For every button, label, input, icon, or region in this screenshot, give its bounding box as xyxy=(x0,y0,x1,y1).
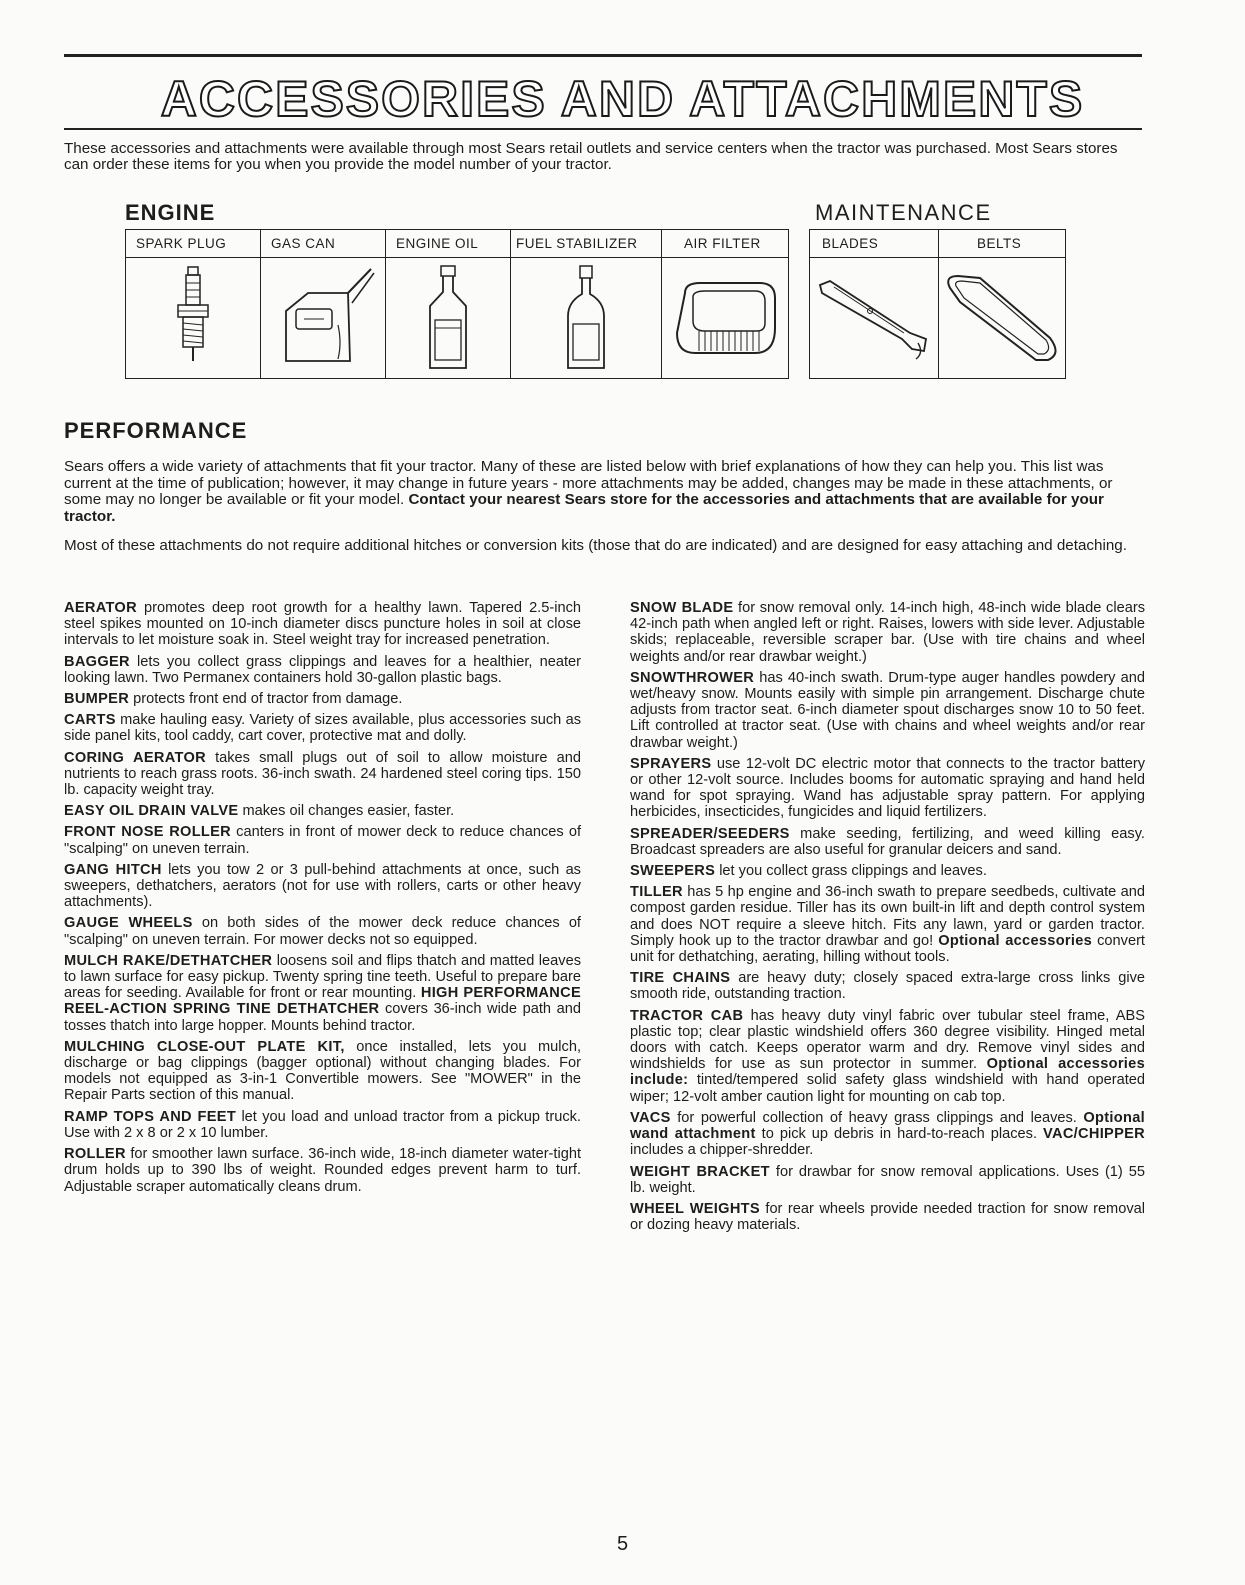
accessory-entry xyxy=(630,884,1145,965)
accessory-description: are heavy duty; closely spaced extra-large cross links give smooth ride, outstanding traction. xyxy=(630,970,1145,1003)
maintenance-table xyxy=(809,229,1066,379)
accessory-description: covers 36-inch wide path and tosses thatch into large hopper. Mounts behind tractor. xyxy=(64,1001,581,1034)
intro-paragraph: These accessories and attachments were available through most Sears retail outlets and service centers when the tractor was purchased. Most Sears stores can order these items for you when you provide the model number of your tractor. xyxy=(64,140,1118,173)
title-rule xyxy=(64,128,1142,130)
engine-table xyxy=(125,229,789,379)
accessory-entry xyxy=(64,1109,581,1141)
accessory-description: for smoother lawn surface. 36-inch wide, 18-inch diameter water-tight drum holds up to 390 lbs of weight. Rounded edges prevent harm to turf. Adjustable scraper automatically cleans drum. xyxy=(64,1146,581,1195)
accessory-description: use 12-volt DC electric motor that connects to the tractor battery or other 12-volt source. Includes booms for automatic spraying and hand held wand for spot spraying. Wand has adjustable spray pattern. For applying herbicides, insecticides, fungicides and liquid fertilizers. xyxy=(630,755,1146,821)
accessory-name: SPRAYERS xyxy=(630,755,712,772)
accessory-description: has 5 hp engine and 36-inch swath to prepare seedbeds, cultivate and compost garden residue. Tiller has its own built-in lift and depth control system and does NOT require a sleeve hitch. Fits any lawn, yard or garden tractor. Simply hook up to the tractor drawbar and go! xyxy=(630,884,1145,949)
accessory-entry xyxy=(64,654,581,686)
accessory-entry xyxy=(630,1164,1145,1196)
accessory-description: for snow removal only. 14-inch high, 48-inch wide blade clears 42-inch path when angled left or right. Raises, lowers with side lever. Adjustable skids; replaceable, reversible scraper bar. (Use with tire chains and wheel weights and/or rear drawbar weight.) xyxy=(630,600,1145,665)
accessory-name: EASY OIL DRAIN VALVE xyxy=(64,803,239,820)
accessory-entry xyxy=(64,915,581,947)
blade-icon xyxy=(810,258,939,379)
stabilizer-bottle-icon xyxy=(511,258,662,379)
accessory-description: protects front end of tractor from damage. xyxy=(133,691,403,708)
gas-can-icon xyxy=(261,258,386,379)
accessory-highlight: VAC/CHIPPER xyxy=(1043,1126,1145,1143)
accessory-entry xyxy=(630,756,1145,821)
accessory-description: canters in front of mower deck to reduce chances of "scalping" on uneven terrain. xyxy=(64,824,582,857)
spark-plug-icon xyxy=(126,258,261,379)
performance-text: Sears offers a wide variety of attachments that fit your tractor. Many of these are listed below with brief explanations of how they can help you. This list was current at the time of publication; however, it may change in future years - more attachments may be added, changes may be made in these attachments, or some may no longer be available or fit your model. xyxy=(64,458,1113,508)
accessory-name: BUMPER xyxy=(64,691,130,708)
belts-label: BELTS xyxy=(939,230,1066,258)
air-filter-label: AIR FILTER xyxy=(662,230,789,258)
accessory-description: convert unit for dethatching, aerating, hilling without tools. xyxy=(630,932,1145,966)
accessory-name: AERATOR xyxy=(64,600,137,616)
accessory-entry xyxy=(630,1201,1145,1233)
accessory-highlight: Optional accessories include: xyxy=(630,1056,1145,1089)
accessory-description: includes a chipper-shredder. xyxy=(630,1142,814,1159)
accessory-entry xyxy=(64,750,581,799)
accessory-name: TRACTOR CAB xyxy=(630,1007,744,1024)
left-column xyxy=(64,600,581,1200)
accessory-entry xyxy=(64,803,581,819)
accessory-description: make hauling easy. Variety of sizes available, plus accessories such as side panel kits, tool caddy, cart cover, protective mat and dolly. xyxy=(64,712,581,745)
accessory-name: MULCHING CLOSE-OUT PLATE KIT, xyxy=(64,1038,345,1055)
accessory-name: GAUGE WHEELS xyxy=(64,915,193,932)
accessory-description: loosens soil and flips thatch and matted leaves to lawn surface for easy pickup. Twenty spring tine teeth. Useful to prepare bare areas for seeding. Available for front or rear mounting. xyxy=(64,952,581,1002)
performance-note: Most of these attachments do not require additional hitches or conversion kits (those that do are indicated) and are designed for easy attaching and detaching. xyxy=(64,537,1127,554)
accessory-highlight: Optional wand attachment xyxy=(630,1109,1145,1143)
air-filter-icon xyxy=(662,258,789,379)
page-title: ACCESSORIES AND ATTACHMENTS xyxy=(160,71,1085,127)
accessory-entry xyxy=(64,953,581,1034)
accessory-name: MULCH RAKE/DETHATCHER xyxy=(64,952,273,969)
accessory-description: makes oil changes easier, faster. xyxy=(242,803,455,820)
top-rule xyxy=(64,54,1142,57)
accessory-entry xyxy=(64,824,581,856)
accessory-description: takes small plugs out of soil to allow moisture and nutrients to reach grass roots. 36-inch swath. 24 hardened steel coring tips. 150 lb. capacity weight tray. xyxy=(64,749,581,799)
engine-heading: ENGINE xyxy=(125,200,216,225)
accessory-entry xyxy=(630,826,1145,858)
accessory-name: GANG HITCH xyxy=(64,861,162,878)
accessory-entry xyxy=(630,1110,1145,1159)
accessory-description: make seeding, fertilizing, and weed killing easy. Broadcast spreaders are also useful for granular deicers and sand. xyxy=(630,825,1145,858)
accessory-entry xyxy=(630,600,1145,665)
accessory-name: SPREADER/SEEDERS xyxy=(630,825,790,842)
accessory-entry xyxy=(64,862,581,911)
accessory-name: TILLER xyxy=(630,884,683,901)
accessory-description: let you collect grass clippings and leaves. xyxy=(719,863,987,880)
accessory-entry xyxy=(630,863,1145,879)
accessory-name: RAMP TOPS AND FEET xyxy=(64,1108,237,1125)
engine-oil-label: ENGINE OIL xyxy=(386,230,511,258)
accessory-name: VACS xyxy=(630,1109,671,1126)
accessory-name: WEIGHT BRACKET xyxy=(630,1163,770,1180)
accessory-description: lets you collect grass clippings and leaves for a healthier, neater looking lawn. Two Permanex containers hold 30-gallon plastic bags. xyxy=(64,653,581,686)
accessory-description: once installed, lets you mulch, discharge or bag clippings (bagger optional) without changing blades. For models not equipped as 3-in-1 Convertible mowers. See "MOWER" in the Repair Parts section of this manual. xyxy=(64,1038,582,1104)
belt-icon xyxy=(939,258,1066,379)
spark-plug-label: SPARK PLUG xyxy=(126,230,261,258)
accessory-entry xyxy=(630,670,1145,751)
oil-bottle-icon xyxy=(386,258,511,379)
accessory-entry xyxy=(64,712,581,744)
performance-paragraph xyxy=(64,459,1144,525)
page-number: 5 xyxy=(616,1533,629,1555)
accessory-name: CARTS xyxy=(64,712,116,729)
accessory-description: let you load and unload tractor from a pickup truck. Use with 2 x 8 or 2 x 10 lumber. xyxy=(64,1108,581,1141)
accessory-name: ROLLER xyxy=(64,1146,126,1163)
performance-contact: Contact your nearest Sears store for the accessories and attachments that are available for your tractor. xyxy=(64,491,1104,525)
accessory-entry xyxy=(630,970,1145,1002)
blades-label: BLADES xyxy=(810,230,939,258)
accessory-description: tinted/tempered solid safety glass windshield with hand operated wiper; 12-volt amber caution light for mounting on cab top. xyxy=(630,1072,1146,1105)
accessory-name: CORING AERATOR xyxy=(64,749,206,766)
accessory-description: lets you tow 2 or 3 pull-behind attachments at once, such as sweepers, dethatchers, aerators (not for use with rollers, carts or other heavy attachments). xyxy=(64,861,581,911)
accessory-description: for powerful collection of heavy grass clippings and leaves. xyxy=(677,1109,1077,1126)
accessory-description: on both sides of the mower deck reduce chances of "scalping" on uneven terrain. For mower decks not so equipped. xyxy=(64,915,581,948)
accessory-name: SNOWTHROWER xyxy=(630,669,755,686)
accessory-highlight: Optional accessories xyxy=(938,932,1093,949)
accessory-description: to pick up debris in hard-to-reach places. xyxy=(761,1126,1038,1143)
accessory-name: WHEEL WEIGHTS xyxy=(630,1200,760,1217)
accessory-name: TIRE CHAINS xyxy=(630,970,731,987)
accessory-entry xyxy=(64,1039,581,1104)
gas-can-label: GAS CAN xyxy=(261,230,386,258)
accessory-description: promotes deep root growth for a healthy lawn. Tapered 2.5-inch steel spikes mounted on 10-inch diameter discs puncture holes in soil at close intervals to let moisture soak in. Steel weight tray for increased penetration. xyxy=(64,600,581,649)
fuel-stabilizer-label: FUEL STABILIZER xyxy=(511,230,662,258)
accessory-name: SNOW BLADE xyxy=(630,600,734,616)
accessory-entry xyxy=(64,691,581,707)
accessory-description: for drawbar for snow removal applications. Uses (1) 55 lb. weight. xyxy=(630,1163,1145,1196)
accessory-entry xyxy=(64,1146,581,1195)
accessory-name: SWEEPERS xyxy=(630,863,716,880)
accessory-entry xyxy=(64,600,581,649)
accessory-description: for rear wheels provide needed traction for snow removal or dozing heavy materials. xyxy=(630,1200,1145,1234)
maintenance-heading: MAINTENANCE xyxy=(815,200,992,225)
accessory-description: has heavy duty vinyl fabric over tubular steel frame, ABS plastic top; clear plastic windshield offers 360 degree visibility. Hinged metal doors with catch. Keeps operator warm and dry. Remove vinyl sides and windshields for use as sun protector in summer. xyxy=(630,1007,1146,1073)
performance-heading: PERFORMANCE xyxy=(64,418,248,443)
accessory-name: BAGGER xyxy=(64,653,130,670)
accessory-description: has 40-inch swath. Drum-type auger handles powdery and wet/heavy snow. Mounts easily with simple pin arrangement. Discharge chute adjusts from tractor seat. 6-inch diameter spout discharges snow 10 to 50 feet. Lift controlled at tractor seat. (Use with chains and wheel weights and/or rear drawbar weight.) xyxy=(630,669,1145,751)
accessory-name: FRONT NOSE ROLLER xyxy=(64,824,232,841)
accessory-highlight: HIGH PERFORMANCE REEL-ACTION SPRING TINE DETHATCHER xyxy=(64,985,581,1018)
accessory-entry xyxy=(630,1008,1145,1105)
right-column xyxy=(630,600,1145,1238)
